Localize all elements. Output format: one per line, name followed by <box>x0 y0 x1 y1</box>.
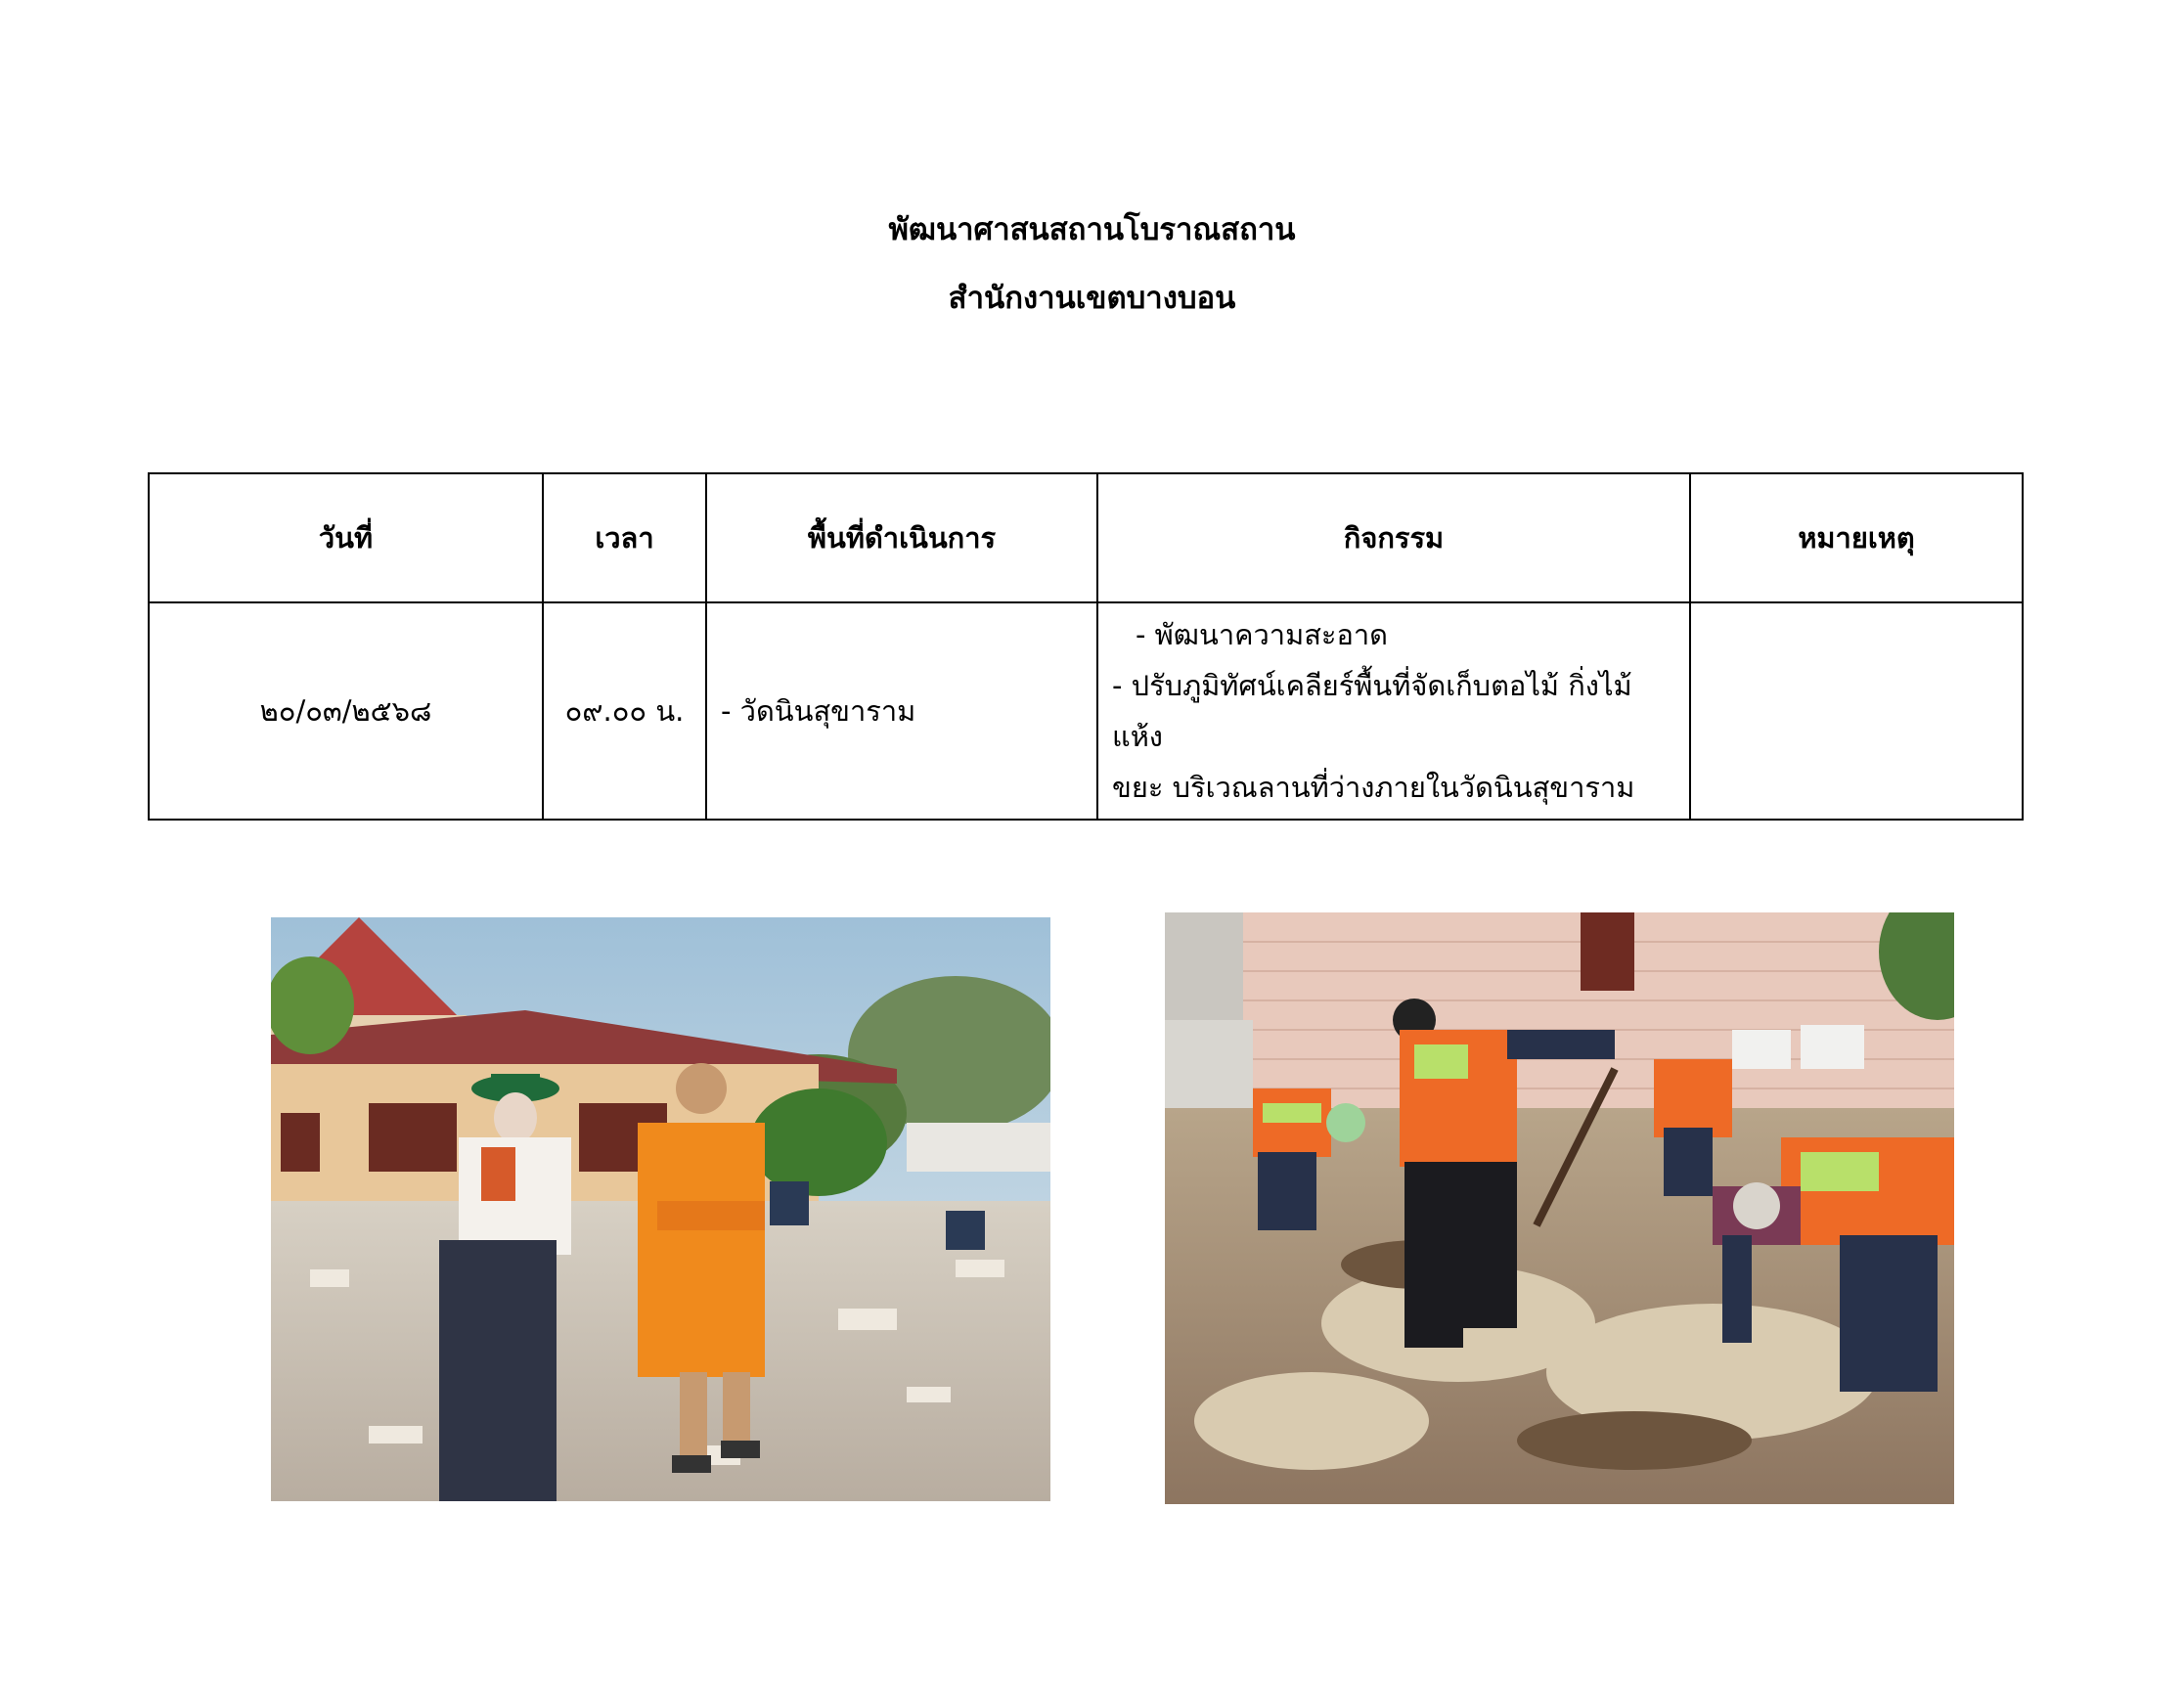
header-time: เวลา <box>543 473 706 602</box>
activity-line: - ปรับภูมิทัศน์เคลียร์พื้นที่จัดเก็บตอไม้ กิ่งไม้แห้ง <box>1112 669 1632 753</box>
table-row <box>149 602 2023 820</box>
activity-line: ขยะ บริเวณลานที่ว่างภายในวัดนินสุขาราม <box>1112 771 1635 804</box>
cell-time: ๐๙.๐๐ น. <box>543 602 706 820</box>
cell-activity <box>1097 602 1690 820</box>
table-header-row <box>149 473 2023 602</box>
header-activity: กิจกรรม <box>1097 473 1690 602</box>
activity-line: - พัฒนาความสะอาด <box>1136 618 1388 651</box>
cell-note <box>1690 602 2023 820</box>
header-area: พื้นที่ดำเนินการ <box>706 473 1097 602</box>
page-subtitle: สำนักงานเขตบางบอน <box>948 281 1236 316</box>
activity-table <box>148 472 2024 821</box>
photo-workers-clearing-leaves <box>1165 912 1954 1504</box>
cell-date: ๒๐/๐๓/๒๕๖๘ <box>149 602 543 820</box>
photo-monk-and-officer <box>271 917 1050 1501</box>
cell-area: - วัดนินสุขาราม <box>706 602 1097 820</box>
header-date: วันที่ <box>149 473 543 602</box>
page-title: พัฒนาศาสนสถานโบราณสถาน <box>888 212 1296 247</box>
header-note: หมายเหตุ <box>1690 473 2023 602</box>
